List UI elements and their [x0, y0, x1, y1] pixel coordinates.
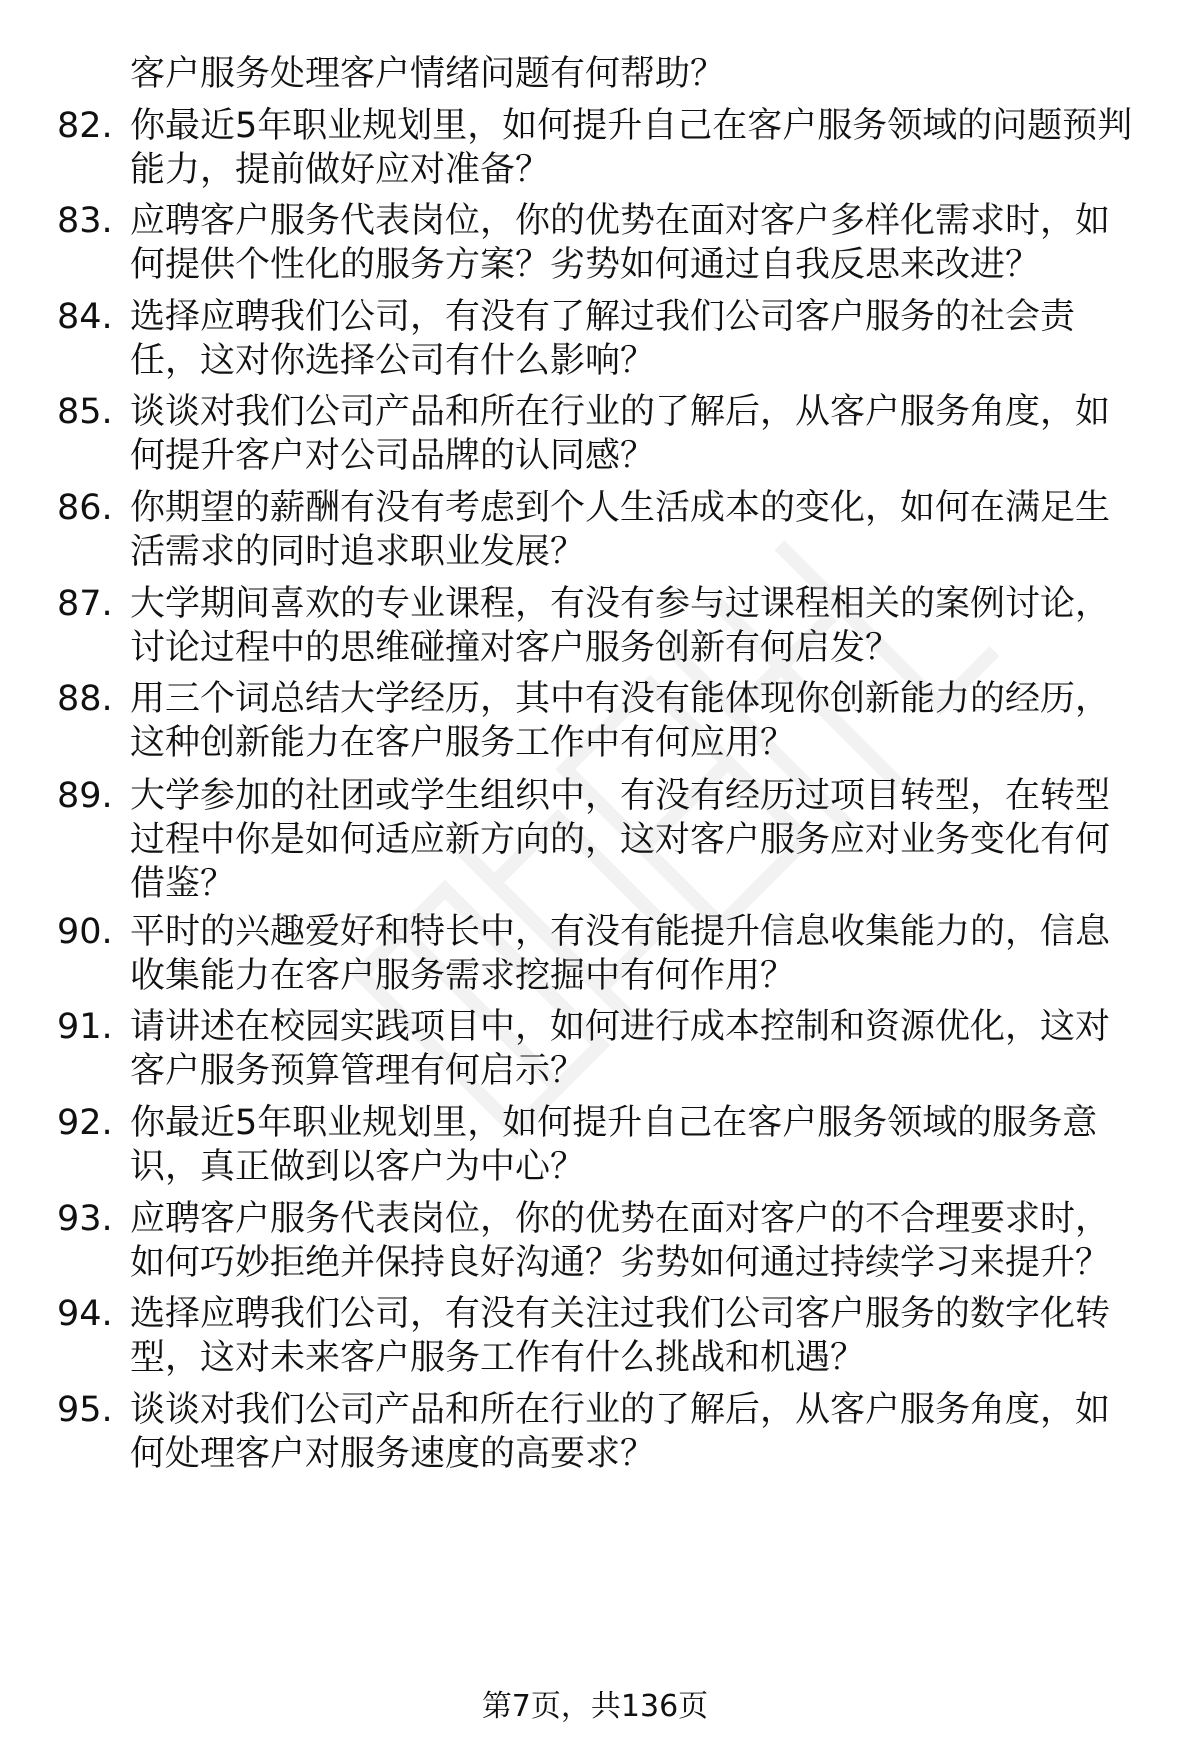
- question-text: 平时的兴趣爱好和特长中，有没有能提升信息收集能力的，信息 收集能力在客户服务需求挖掘中有何作用？: [130, 912, 1111, 996]
- question-text: 大学期间喜欢的专业课程，有没有参与过课程相关的案例讨论， 讨论过程中的思维碰撞对客户服务创新有何启发？: [130, 584, 1111, 668]
- page-footer: 第7页，共136页: [481, 1689, 709, 1724]
- question-text: 大学参加的社团或学生组织中，有没有经历过项目转型，在转型 过程中你是如何适应新方向的，这对客户服务应对业务变化有何 借鉴？: [130, 776, 1111, 904]
- question-number: 94.: [57, 1294, 113, 1334]
- question-number: 92.: [57, 1103, 113, 1143]
- question-text: 请讲述在校园实践项目中，如何进行成本控制和资源优化，这对 客户服务预算管理有何启示？: [130, 1007, 1111, 1091]
- question-number: 95.: [57, 1390, 113, 1430]
- question-text: 用三个词总结大学经历，其中有没有能体现你创新能力的经历， 这种创新能力在客户服务工作中有何应用？: [130, 679, 1111, 763]
- question-number: 93.: [57, 1199, 113, 1239]
- continued-question-text: 客户服务处理客户情绪问题有何帮助？: [130, 54, 726, 94]
- question-number: 85.: [57, 392, 113, 432]
- question-text: 选择应聘我们公司，有没有了解过我们公司客户服务的社会责 任，这对你选择公司有什么影响？: [130, 297, 1076, 381]
- question-text: 选择应聘我们公司，有没有关注过我们公司客户服务的数字化转 型，这对未来客户服务工作有什么挑战和机遇？: [130, 1294, 1111, 1378]
- question-number: 87.: [57, 584, 113, 624]
- question-text: 谈谈对我们公司产品和所在行业的了解后，从客户服务角度，如 何提升客户对公司品牌的认同感？: [130, 392, 1111, 476]
- question-number: 90.: [57, 912, 113, 952]
- question-text: 你最近5年职业规划里，如何提升自己在客户服务领域的服务意 识，真正做到以客户为中心？: [130, 1103, 1098, 1187]
- question-number: 83.: [57, 201, 113, 241]
- question-number: 89.: [57, 776, 113, 816]
- question-text: 应聘客户服务代表岗位，你的优势在面对客户多样化需求时，如 何提供个性化的服务方案？劣势如何通过自我反思来改进？: [130, 201, 1111, 285]
- question-number: 88.: [57, 679, 113, 719]
- question-text: 谈谈对我们公司产品和所在行业的了解后，从客户服务角度，如 何处理客户对服务速度的高要求？: [130, 1390, 1111, 1474]
- question-number: 82.: [57, 106, 113, 146]
- question-number: 84.: [57, 297, 113, 337]
- question-number: 91.: [57, 1007, 113, 1047]
- question-number: 86.: [57, 488, 113, 528]
- question-text: 你最近5年职业规划里，如何提升自己在客户服务领域的问题预判 能力，提前做好应对准备？: [130, 106, 1133, 190]
- question-text: 你期望的薪酬有没有考虑到个人生活成本的变化，如何在满足生 活需求的同时追求职业发展？: [130, 488, 1111, 572]
- question-text: 应聘客户服务代表岗位，你的优势在面对客户的不合理要求时， 如何巧妙拒绝并保持良好沟通？劣势如何通过持续学习来提升？: [130, 1199, 1111, 1283]
